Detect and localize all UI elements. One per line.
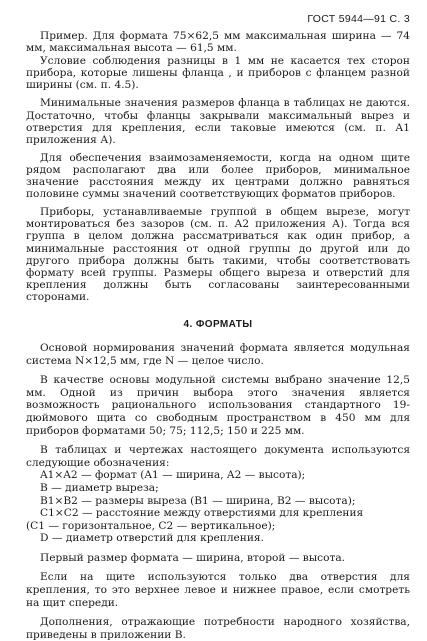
paragraph-base-value: В качестве основы модульной системы выбрано значение 12,5 мм. Одной из причин выбора этого значения является возможность рационального использования стандартного 19-дюймового щита со свободным пространством в 450 мм для приборов форматами 50; 75; 112,5; 150 и 225 мм.	[26, 374, 410, 437]
section-formats	[26, 342, 410, 641]
paragraph-interchangeability: Для обеспечения взаимозаменяемости, когда на одном щите рядом располагают два или более приборов, минимальное значение расстояния между их центрами должно равняться половине суммы значений соответствующих форматов приборов.	[26, 151, 410, 201]
paragraph-flange-min: Минимальные значения размеров фланца в таблицах не даются. Достаточно, чтобы фланцы закрывали максимальный вырез и отверстия для крепления, если таковые имеются (см. п. А1 приложения А).	[26, 97, 410, 146]
document-page	[26, 8, 410, 641]
paragraph-condition: Условие соблюдения разницы в 1 мм не касается тех сторон прибора, которые лишены фланца , и приборов с фланцем разной ширины (см. п. 4.5).	[26, 55, 410, 92]
paragraph-group-mounting: Приборы, устанавливаемые группой в общем вырезе, могут монтироваться без зазоров (см. п. А2 приложения А). Тогда вся группа в целом должна рассматриваться как один прибор, а минимальные расстояния от одной группы до другой или до другого прибора должны быть такими, чтобы соответствовать формату всей группы. Размеры общего выреза и отверстий для крепления должны быть согласованы заинтересованными сторонами.	[26, 206, 410, 303]
paragraph-modular-system: Основой нормирования значений формата является модульная система N×12,5 мм, где N — целое число.	[26, 341, 410, 367]
notation-item: A1×A2 — формат (A1 — ширина, A2 — высота);	[40, 469, 306, 482]
paragraph-first-dimension: Первый размер формата — ширина, второй — высота.	[40, 551, 346, 564]
paragraph-notation-intro: В таблицах и чертежах настоящего документа используются следующие обозначения:	[26, 444, 410, 469]
paragraph-mounting-holes: Если на щите используются только два отверстия для крепления, то это верхнее левое и нижнее правое, если смотреть на щит спереди.	[26, 571, 410, 609]
paragraph-example: Пример. Для формата 75×62,5 мм максимальная ширина — 74 мм, максимальная высота — 61,5 мм.	[26, 30, 410, 55]
notation-item: C1×C2 — расстояние между отверстиями для крепления	[40, 507, 364, 520]
notation-item: (C1 — горизонтальное, C2 — вертикальное);	[26, 519, 276, 532]
section-title: 4. ФОРМАТЫ	[183, 318, 253, 330]
notation-item: B — диаметр выреза;	[40, 481, 159, 494]
notation-item: B1×B2 — размеры выреза (B1 — ширина, B2 — высота);	[40, 494, 356, 507]
paragraph-appendix-b: Дополнения, отражающие потребности народного хозяйства, приведены в приложении В.	[26, 616, 410, 641]
notation-list	[26, 469, 410, 545]
page-header: ГОСТ 5944—91 С. 3	[307, 13, 410, 25]
notation-item: D — диаметр отверстий для крепления.	[40, 532, 264, 545]
